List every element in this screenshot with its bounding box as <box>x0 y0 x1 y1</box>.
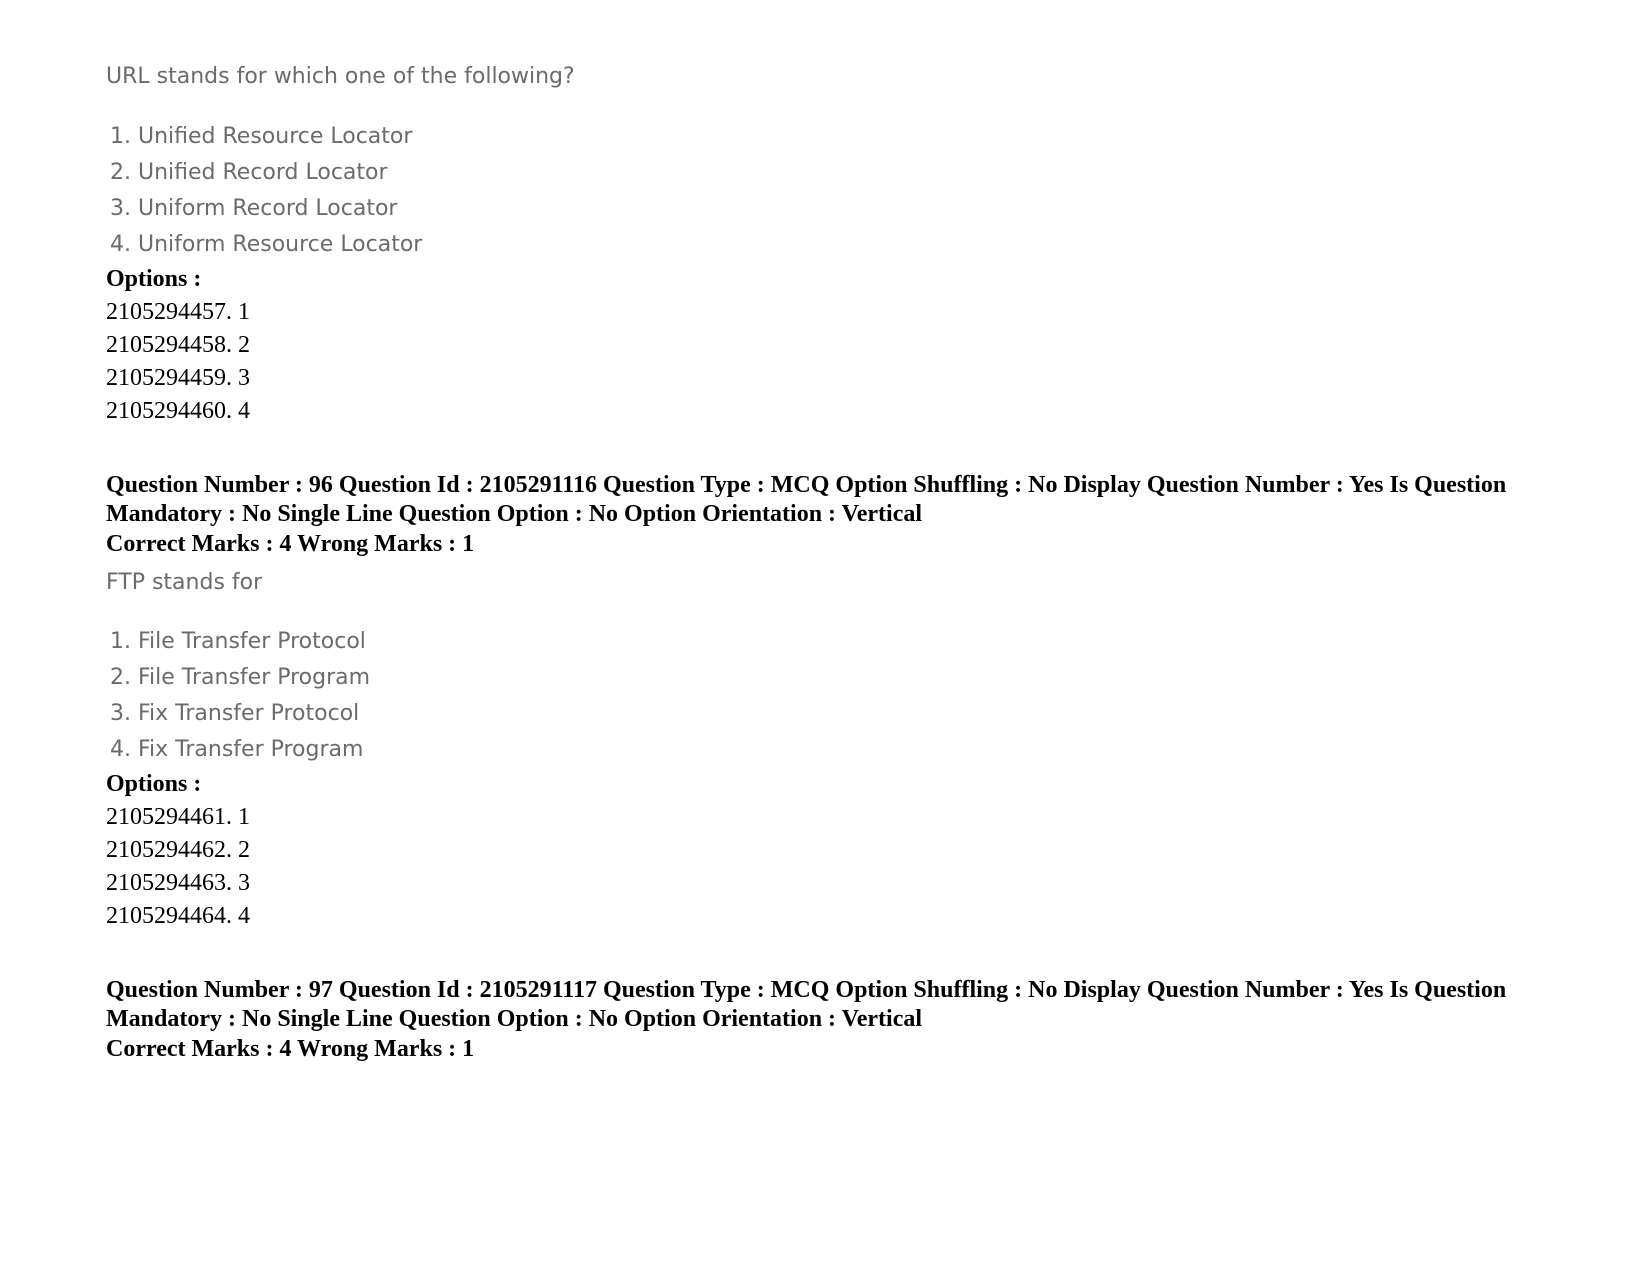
question-meta: Question Number : 96 Question Id : 2105291116 Question Type : MCQ Option Shuffling : No Display Question Number : Yes Is Question Mandatory : No Single Line Question Option : No Option Orientation : Vertical <box>106 472 1507 527</box>
option-line: 2105294461. 1 <box>106 804 250 830</box>
option-line: 2105294459. 3 <box>106 365 250 391</box>
option-line: 2105294457. 1 <box>106 299 250 325</box>
option-line: 2105294462. 2 <box>106 837 250 863</box>
option-line: 2105294464. 4 <box>106 903 250 929</box>
marks-line: Correct Marks : 4 Wrong Marks : 1 <box>106 531 475 557</box>
choice-item: 4. Uniform Resource Locator <box>110 232 423 257</box>
marks-line: Correct Marks : 4 Wrong Marks : 1 <box>106 1036 475 1062</box>
question-text: URL stands for which one of the following? <box>106 64 575 89</box>
choice-item: 2. File Transfer Program <box>110 665 371 690</box>
question-meta: Question Number : 97 Question Id : 2105291117 Question Type : MCQ Option Shuffling : No Display Question Number : Yes Is Question Mandatory : No Single Line Question Option : No Option Orientation : Vertical <box>106 977 1507 1032</box>
choice-item: 1. Unified Resource Locator <box>110 124 413 149</box>
option-line: 2105294463. 3 <box>106 870 250 896</box>
options-heading: Options : <box>106 266 202 292</box>
choice-item: 3. Uniform Record Locator <box>110 196 398 221</box>
choice-item: 4. Fix Transfer Program <box>110 737 364 762</box>
options-heading: Options : <box>106 771 202 797</box>
option-line: 2105294460. 4 <box>106 398 250 424</box>
choice-item: 3. Fix Transfer Protocol <box>110 701 360 726</box>
choice-item: 1. File Transfer Protocol <box>110 629 366 654</box>
option-line: 2105294458. 2 <box>106 332 250 358</box>
question-text: FTP stands for <box>106 570 263 595</box>
choice-item: 2. Unified Record Locator <box>110 160 388 185</box>
